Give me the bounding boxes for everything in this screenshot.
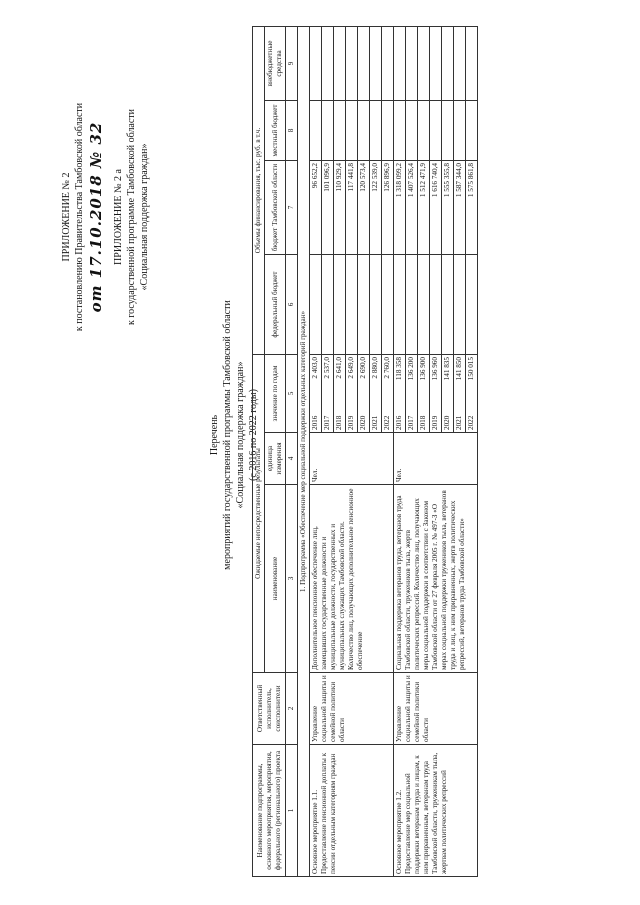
federal-budget-cell [322,255,334,355]
local-budget-cell [382,101,394,161]
appendix-program-name: «Социальная поддержка граждан» [138,143,150,291]
local-budget-cell [430,101,442,161]
local-budget-cell [406,101,418,161]
federal-budget-cell [394,255,406,355]
header-col-values: значение по годам [265,355,286,433]
column-number: 3 [286,485,298,673]
year-value: 2 880,0 [371,357,379,379]
year-value: 118 358 [395,357,403,381]
extrabudget-cell [406,26,418,100]
year-cell [466,355,478,433]
year-value: 2 649,0 [347,357,355,379]
year-cell [370,355,382,433]
year-label: 2016 [311,415,319,430]
year-cell [394,355,406,433]
year-cell [406,355,418,433]
subprogram-row [298,26,310,876]
handwritten-date-number: от 17.10.2018 № 32 [87,121,105,313]
local-budget-cell [370,101,382,161]
year-value: 2 760,0 [383,357,391,379]
local-budget-cell [466,101,478,161]
appendix-number: ПРИЛОЖЕНИЕ № 2 [61,172,72,262]
title-line-1: Перечень [209,414,220,456]
federal-budget-cell [358,255,370,355]
year-value: 2 403,0 [311,357,319,379]
extrabudget-cell [382,26,394,100]
year-label: 2018 [419,415,427,430]
local-budget-cell [454,101,466,161]
appendix-decree-ref: к постановлению Правительства Тамбовской области [74,102,85,332]
year-cell [346,355,358,433]
year-label: 2020 [359,415,367,430]
year-label: 2018 [335,415,343,430]
local-budget-cell [310,101,322,161]
regional-budget-cell: 117 441,8 [346,161,358,255]
column-number: 4 [286,433,298,485]
header-col-federal: федеральный бюджет [265,255,286,355]
measure-result: Дополнительное пенсионное обеспечение лиц, замещавших государственные должности и муниципальные должности, государственных и муниципальных служащих Тамбовской области. Количество лиц, получающих дополнительное пенсионное обеспечение [310,485,394,673]
local-budget-cell [322,101,334,161]
header-group-finance: Объемы финансирования, тыс. руб. в т.ч. [253,26,265,354]
header-group-results: Ожидаемые непосредственные результаты [253,355,265,673]
column-number: 6 [286,255,298,355]
regional-budget-cell: 1 575 861,8 [466,161,478,255]
measure-unit: Чел. [310,433,394,485]
measure-executor: Управление социальной защиты и семейной политики области [310,673,394,745]
title-line-3: «Социальная поддержка граждан» [235,361,246,509]
year-value: 141 835 [443,357,451,381]
measures-table [252,26,478,877]
column-number: 5 [286,355,298,433]
regional-budget-cell: 1 318 099,2 [394,161,406,255]
local-budget-cell [346,101,358,161]
year-value: 136 200 [407,357,415,381]
year-cell [430,355,442,433]
regional-budget-cell: 110 929,4 [334,161,346,255]
header-col-result-name: наименование [265,485,286,673]
federal-budget-cell [406,255,418,355]
federal-budget-cell [454,255,466,355]
federal-budget-cell [466,255,478,355]
appendix-number-2a: ПРИЛОЖЕНИЕ № 2 а [112,169,124,265]
header-row-1 [253,26,265,876]
column-number: 8 [286,101,298,161]
year-value: 150 015 [467,357,475,381]
regional-budget-cell: 1 555 355,8 [442,161,454,255]
year-label: 2019 [347,415,355,430]
regional-budget-cell: 1 616 740,4 [430,161,442,255]
year-label: 2022 [467,415,475,430]
header-col-name: Наименование подпрограммы, основного мероприятия, мероприятия, федерального (регионального) проекта [253,745,286,877]
year-label: 2017 [407,415,415,430]
extrabudget-cell [394,26,406,100]
column-number: 7 [286,161,298,255]
extrabudget-cell [442,26,454,100]
year-label: 2021 [455,415,463,430]
header-col-executor: Ответственный исполнитель, соисполнители [253,673,286,745]
table-row [310,26,322,876]
extrabudget-cell [334,26,346,100]
header-col-extrabudget: внебюджетные средства [265,26,286,100]
federal-budget-cell [382,255,394,355]
year-label: 2017 [323,415,331,430]
year-cell [310,355,322,433]
measure-executor: Управление социальной защиты и семейной политики области [394,673,478,745]
appendix-program-ref: к государственной программе Тамбовской области [125,108,137,326]
year-label: 2022 [383,415,391,430]
measure-result: Социальная поддержка ветеранов труда, ветеранов труда Тамбовской области, тружеников тыла, жертв политических репрессий. Количество лиц, получающих меры социальной поддержки в соответствии с Законом Тамбовской области от 27 февраля 2005 г. № 497-З «О мерах социальной поддержки тружеников тыла, ветеранов труда и лиц, к ним приравненных, жертв политических репрессий, ветеранов труда Тамбовской области» [394,485,478,673]
year-value: 136 900 [419,357,427,381]
measure-name: Основное мероприятие 1.1. Предоставление пенсионной доплаты к пенсии отдельным категориям граждан [310,745,394,877]
year-value: 2 537,0 [323,357,331,379]
year-value: 136 960 [431,357,439,381]
local-budget-cell [358,101,370,161]
federal-budget-cell [370,255,382,355]
year-label: 2020 [443,415,451,430]
subprogram-title: 1. Подпрограмма «Обеспечение мер социальной поддержки отдельных категорий граждан» [298,26,310,876]
year-label: 2019 [431,415,439,430]
local-budget-cell [394,101,406,161]
year-cell [358,355,370,433]
extrabudget-cell [310,26,322,100]
year-cell [322,355,334,433]
regional-budget-cell: 1 407 526,4 [406,161,418,255]
appendix-block [60,52,151,382]
header-col-local: местный бюджет [265,101,286,161]
regional-budget-cell: 126 896,9 [382,161,394,255]
extrabudget-cell [418,26,430,100]
year-cell [334,355,346,433]
local-budget-cell [418,101,430,161]
title-line-2: мероприятий государственной программы Тамбовской области [222,300,233,570]
regional-budget-cell: 96 652,2 [310,161,322,255]
table-body [310,26,478,876]
year-cell [454,355,466,433]
federal-budget-cell [346,255,358,355]
column-number: 1 [286,745,298,877]
year-value: 2 690,0 [359,357,367,379]
year-cell [382,355,394,433]
extrabudget-cell [346,26,358,100]
year-label: 2016 [395,415,403,430]
year-value: 141 850 [455,357,463,381]
year-cell [442,355,454,433]
regional-budget-cell: 120 573,4 [358,161,370,255]
extrabudget-cell [454,26,466,100]
column-numbers-row [286,26,298,876]
regional-budget-cell: 101 096,9 [322,161,334,255]
year-value: 2 641,0 [335,357,343,379]
extrabudget-cell [322,26,334,100]
local-budget-cell [442,101,454,161]
federal-budget-cell [310,255,322,355]
column-number: 2 [286,673,298,745]
extrabudget-cell [370,26,382,100]
header-col-unit: единица измерения [265,433,286,485]
extrabudget-cell [358,26,370,100]
regional-budget-cell: 1 587 344,0 [454,161,466,255]
federal-budget-cell [442,255,454,355]
measure-name: Основное мероприятие 1.2. Предоставление мер социальной поддержки ветеранам труда и лицам, к ним приравненным, ветеранам труда Тамбовской области, труженикам тыла, жертвам политических репрессий [394,745,478,877]
extrabudget-cell [430,26,442,100]
extrabudget-cell [466,26,478,100]
title-line-4: (с 2016 по 2022 годы) [248,389,259,481]
table-row [394,26,406,876]
column-number: 9 [286,26,298,100]
regional-budget-cell: 1 512 471,9 [418,161,430,255]
header-col-regional: бюджет Тамбовской области [265,161,286,255]
federal-budget-cell [334,255,346,355]
federal-budget-cell [430,255,442,355]
local-budget-cell [334,101,346,161]
federal-budget-cell [418,255,430,355]
year-label: 2021 [371,415,379,430]
regional-budget-cell: 122 539,0 [370,161,382,255]
measure-unit: Чел. [394,433,478,485]
year-cell [418,355,430,433]
